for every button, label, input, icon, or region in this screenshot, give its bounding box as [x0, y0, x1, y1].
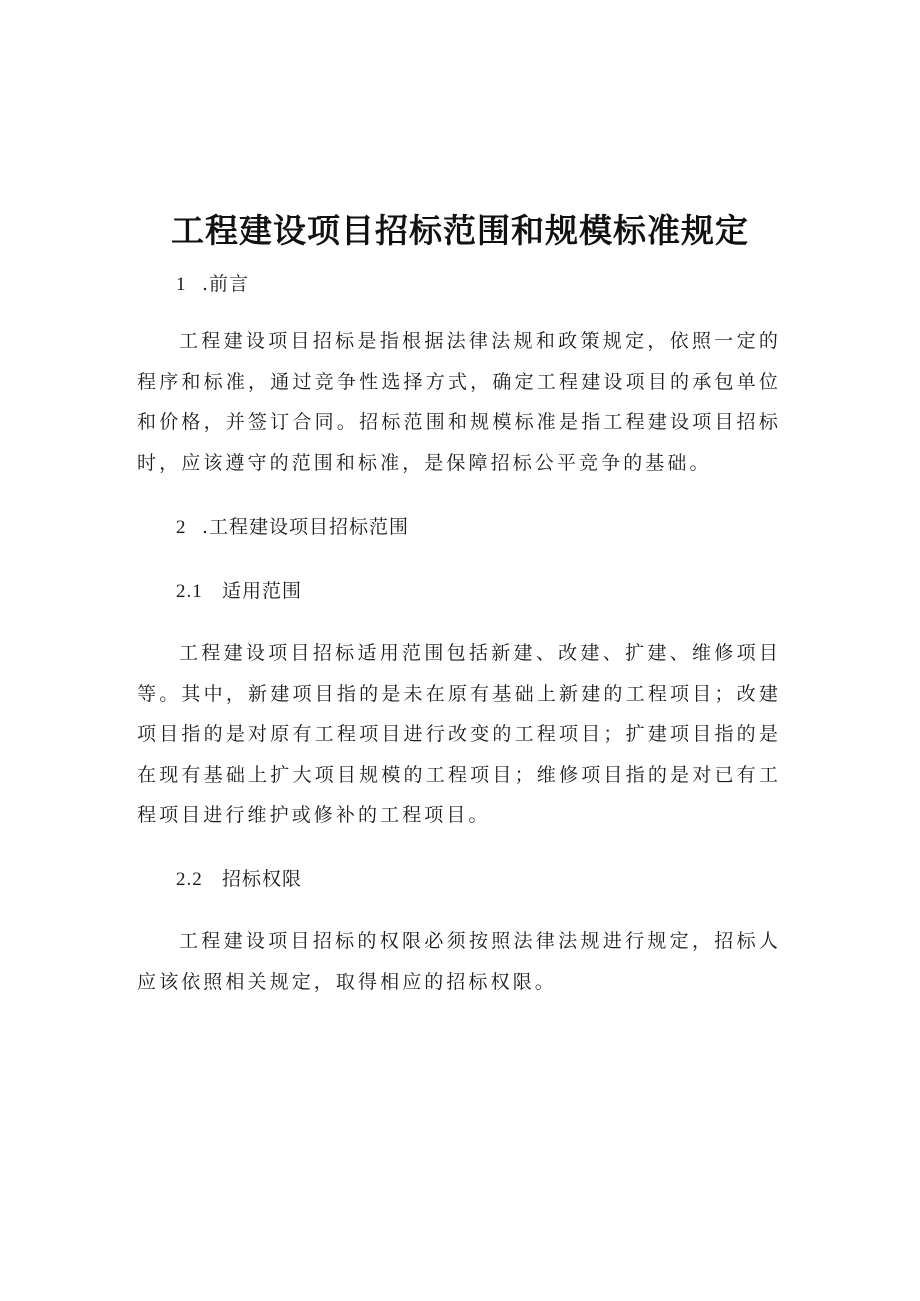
section-paragraph-2-1: 工程建设项目招标适用范围包括新建、改建、扩建、维修项目等。其中，新建项目指的是未在原有基础上新建的工程项目；改建项目指的是对原有工程项目进行改变的工程项目；扩建项目指的是在现有基础上扩大项目规模的工程项目；维修项目指的是对已有工程项目进行维护或修补的工程项目。 — [137, 642, 781, 826]
section-heading-text: 招标权限 — [222, 868, 303, 890]
section-paragraph-2-2: 工程建设项目招标的权限必须按照法律法规进行规定，招标人应该依照相关规定，取得相应的招标权限。 — [137, 930, 781, 993]
section-heading-2 — [176, 513, 409, 542]
section-heading-1 — [176, 270, 249, 299]
section-number: 1 — [176, 274, 187, 295]
section-heading-text: .前言 — [202, 273, 250, 295]
section-heading-text: 适用范围 — [222, 580, 303, 602]
section-number: 2.2 — [176, 869, 203, 890]
section-number: 2 — [176, 517, 187, 538]
document-title: 工程建设项目招标范围和规模标准规定 — [171, 211, 749, 250]
section-number: 2.1 — [176, 581, 203, 602]
section-paragraph-1: 工程建设项目招标是指根据法律法规和政策规定，依照一定的程序和标准，通过竞争性选择方式，确定工程建设项目的承包单位和价格，并签订合同。招标范围和规模标准是指工程建设项目招标时，应该遵守的范围和标准，是保障招标公平竞争的基础。 — [137, 330, 781, 474]
section-heading-text: .工程建设项目招标范围 — [202, 516, 410, 538]
section-heading-2-2 — [176, 865, 302, 894]
section-heading-2-1 — [176, 577, 302, 606]
